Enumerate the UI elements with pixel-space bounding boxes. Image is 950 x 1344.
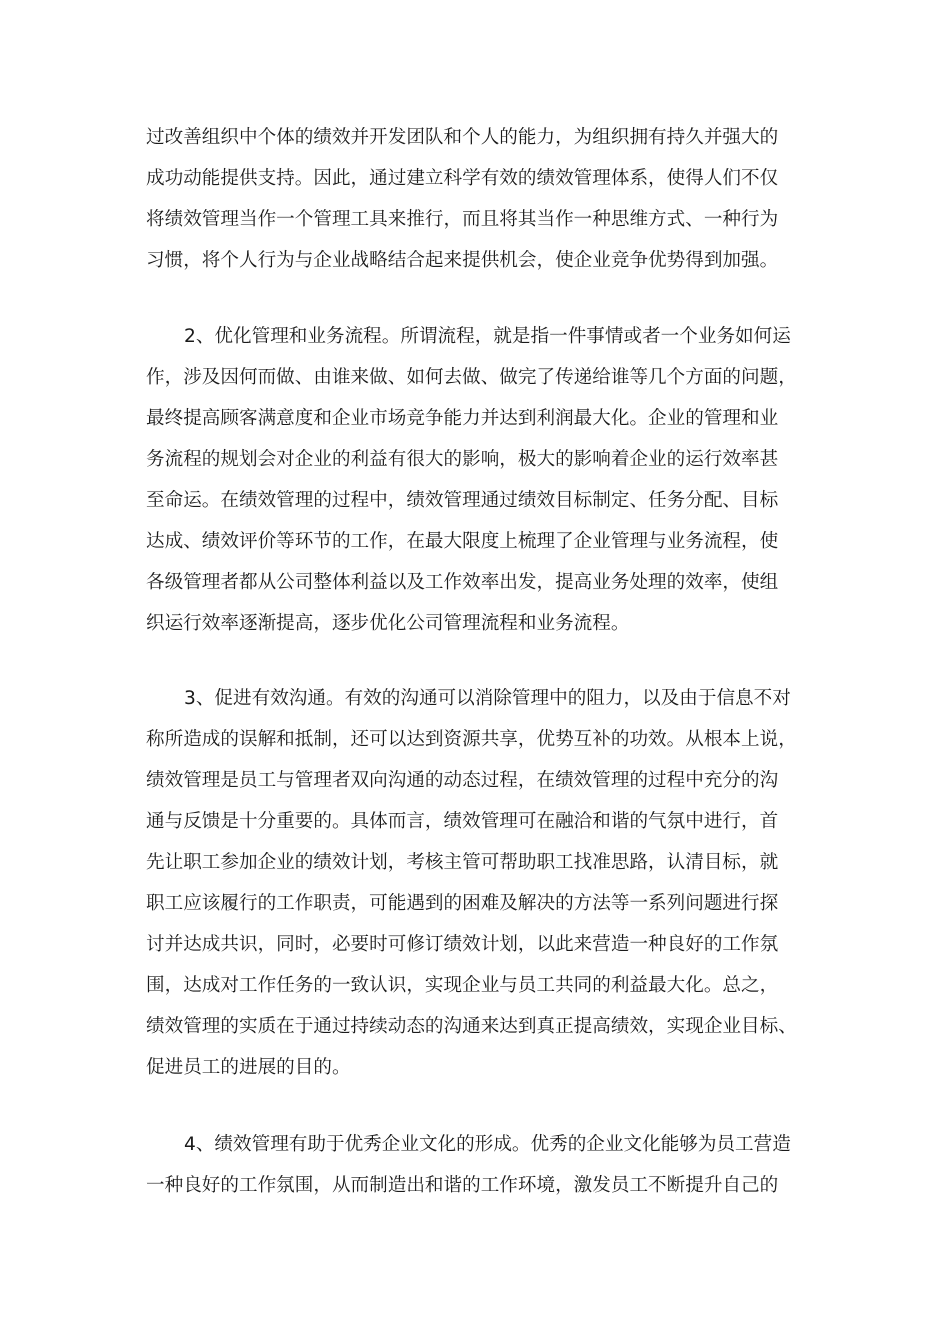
text-line: 达成、绩效评价等环节的工作，在最大限度上梳理了企业管理与业务流程，使	[146, 531, 779, 552]
text-line: 2、优化管理和业务流程。所谓流程，就是指一件事情或者一个业务如何运	[184, 326, 791, 347]
text-line: 务流程的规划会对企业的利益有很大的影响，极大的影响着企业的运行效率甚	[146, 449, 779, 470]
text-line: 一种良好的工作氛围，从而制造出和谐的工作环境，激发员工不断提升自己的	[146, 1175, 779, 1196]
text-line: 绩效管理的实质在于通过持续动态的沟通来达到真正提高绩效，实现企业目标、	[146, 1016, 797, 1037]
text-line: 促进员工的进展的目的。	[146, 1057, 351, 1078]
text-line: 职工应该履行的工作职责，可能遇到的困难及解决的方法等一系列问题进行探	[146, 893, 779, 914]
text-line: 织运行效率逐渐提高，逐步优化公司管理流程和业务流程。	[146, 613, 630, 634]
text-line: 过改善组织中个体的绩效并开发团队和个人的能力，为组织拥有持久并强大的	[146, 127, 779, 148]
text-line: 至命运。在绩效管理的过程中，绩效管理通过绩效目标制定、任务分配、目标	[146, 490, 779, 511]
text-line: 将绩效管理当作一个管理工具来推行，而且将其当作一种思维方式、一种行为	[146, 209, 779, 230]
text-line: 作，涉及因何而做、由谁来做、如何去做、做完了传递给谁等几个方面的问题，	[146, 367, 797, 388]
text-line: 通与反馈是十分重要的。具体而言，绩效管理可在融洽和谐的气氛中进行，首	[146, 811, 779, 832]
text-line: 最终提高顾客满意度和企业市场竞争能力并达到利润最大化。企业的管理和业	[146, 408, 779, 429]
paragraph-4	[146, 1124, 808, 1206]
paragraph-2	[146, 316, 808, 644]
text-line: 成功动能提供支持。因此，通过建立科学有效的绩效管理体系，使得人们不仅	[146, 168, 779, 189]
text-line: 围，达成对工作任务的一致认识，实现企业与员工共同的利益最大化。总之，	[146, 975, 779, 996]
text-line: 讨并达成共识，同时，必要时可修订绩效计划，以此来营造一种良好的工作氛	[146, 934, 779, 955]
text-line: 先让职工参加企业的绩效计划，考核主管可帮助职工找准思路，认清目标，就	[146, 852, 779, 873]
text-line: 3、促进有效沟通。有效的沟通可以消除管理中的阻力，以及由于信息不对	[184, 688, 791, 709]
paragraph-3	[146, 678, 808, 1088]
text-line: 4、绩效管理有助于优秀企业文化的形成。优秀的企业文化能够为员工营造	[184, 1134, 791, 1155]
text-line: 绩效管理是员工与管理者双向沟通的动态过程，在绩效管理的过程中充分的沟	[146, 770, 779, 791]
text-line: 各级管理者都从公司整体利益以及工作效率出发，提高业务处理的效率，使组	[146, 572, 779, 593]
paragraph-1	[146, 117, 808, 281]
text-line: 称所造成的误解和抵制，还可以达到资源共享，优势互补的功效。从根本上说，	[146, 729, 797, 750]
text-line: 习惯，将个人行为与企业战略结合起来提供机会，使企业竞争优势得到加强。	[146, 250, 779, 271]
